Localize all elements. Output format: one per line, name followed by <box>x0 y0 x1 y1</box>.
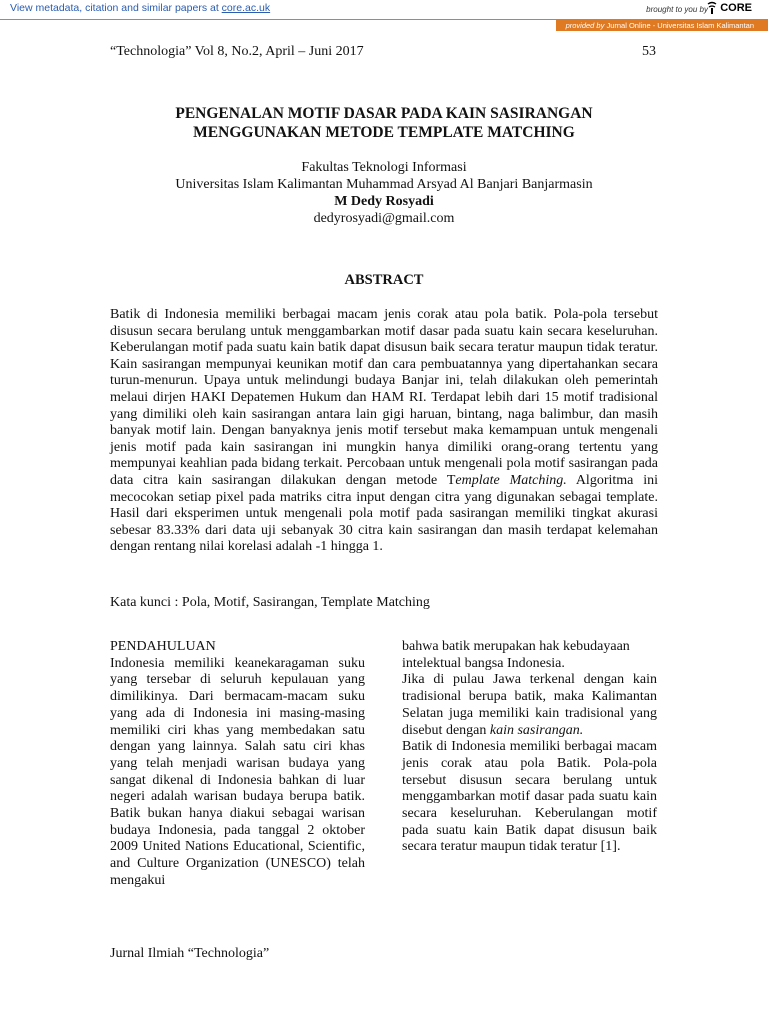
title-line-1: PENGENALAN MOTIF DASAR PADA KAIN SASIRANGAN <box>175 105 593 122</box>
core-logo-text: CORE <box>720 2 752 14</box>
author-name: M Dedy Rosyadi <box>334 194 434 209</box>
brought-to-you-text: brought to you by <box>646 5 708 14</box>
core-logo[interactable] <box>706 1 752 15</box>
core-logo-icon <box>706 1 718 15</box>
university: Universitas Islam Kalimantan Muhammad Arsyad Al Banjari Banjarmasin <box>175 177 593 192</box>
right-paragraph-2 <box>402 672 657 739</box>
left-column <box>110 639 365 890</box>
right-paragraph-2-text: Jika di pulau Jawa terkenal dengan kain tradisional berupa batik, maka Kalimantan Selatan juga memiliki kain tradisional yang disebut dengan <box>402 672 657 738</box>
left-column-text: Indonesia memiliki keanekaragaman suku yang tersebar di seluruh kepulauan yang dimilikinya. Dari bermacam-macam suku yang ada di Indonesia ini masing-masing memiliki ciri khas yang membedakan satu dengan yang lainnya. Salah satu ciri khas yang telah menjadi warisan budaya yang sangat dikenal di Indonesia bahkan di luar negeri adalah warisan budaya berupa batik. Batik bukan hanya diakui sebagai warisan budaya Indonesia, pada tanggal 2 oktober 2009 United Nations Educational, Scientific, and Culture Organization (UNESCO) telah mengakui <box>110 655 365 888</box>
abstract-heading: ABSTRACT <box>344 272 424 288</box>
abstract-text <box>110 307 658 556</box>
journal-citation: “Technologia” Vol 8, No.2, April – Juni 2017 <box>110 44 364 59</box>
section-heading-pendahuluan: PENDAHULUAN <box>110 639 216 654</box>
provider-link[interactable]: Jurnal Online - Universitas Islam Kalimantan <box>606 21 754 30</box>
paper-title <box>80 104 688 142</box>
core-banner <box>0 0 768 20</box>
core-metadata-link[interactable] <box>10 2 270 14</box>
keywords: Kata kunci : Pola, Motif, Sasirangan, Template Matching <box>110 595 430 610</box>
faculty: Fakultas Teknologi Informasi <box>301 160 467 175</box>
affiliation-block <box>60 159 708 227</box>
core-link-site[interactable]: core.ac.uk <box>221 2 271 14</box>
title-line-2: MENGGUNAKAN METODE TEMPLATE MATCHING <box>193 124 575 141</box>
right-column <box>402 639 657 856</box>
abstract-part-2: Algoritma ini mecocokan setiap pixel pada matriks citra input dengan citra yang digunakan sebagai template. Hasil dari eksperimen untuk mengenali pola motif pada sasirangan memiliki tingkat akurasi sebesar 83.33% dari data uji sebanyak 30 citra kain sasirangan dan masih terdapat kelemahan dengan rentang nilai korelasi adalah -1 hingga 1. <box>110 472 658 555</box>
author-email: dedyrosyadi@gmail.com <box>313 211 455 226</box>
abstract-italic: emplate Matching. <box>455 472 567 488</box>
right-paragraph-1: bahwa batik merupakan hak kebudayaan intelektual bangsa Indonesia. <box>402 639 630 671</box>
abstract-part-1: Batik di Indonesia memiliki berbagai macam jenis corak atau pola batik. Pola-pola tersebut disusun secara berulang untuk menggambarkan motif dasar pada suatu kain secara keseluruhan. Keberulangan motif pada suatu kain batik dapat disusun baik secara teratur maupun tidak teratur. Kain sasirangan mempunyai keunikan motif dan cara pembuatannya yang dipertahankan secara turun-menurun. Upaya untuk melindungi budaya Banjar ini, telah dilakukan oleh pemerintah melaui dirjen HAKI Depatemen Hukum dan HAM RI. Terdapat lebih dari 15 motif tradisional yang dimiliki oleh kain sasirangan antara lain gigi haruan, bintang, naga balimbur, dan masih banyak motif lain. Dengan banyaknya jenis motif tersebut maka kemampuan untuk mengenali jenis motif pada kain sasirangan ini mungkin hanya dimiliki orang-orang tertentu yang mempunyai keahlian pada bidang terkait. Percobaan untuk mengenali pola motif sasirangan pada data citra kain sasirangan dilakukan dengan metode T <box>110 307 658 488</box>
page-footer: Jurnal Ilmiah “Technologia” <box>110 946 270 961</box>
provided-by-bar <box>556 20 768 31</box>
page-number: 53 <box>642 44 656 59</box>
provided-by-label: provided by <box>565 21 605 30</box>
core-link-prefix[interactable]: View metadata, citation and similar papers at <box>10 2 222 14</box>
kain-sasirangan-italic: kain sasirangan. <box>489 722 584 738</box>
running-header <box>110 44 656 60</box>
right-paragraph-3: Batik di Indonesia memiliki berbagai macam jenis corak atau pola Batik. Pola-pola tersebut disusun secara berulang untuk menggambarkan motif dasar pada suatu kain secara keseluruhan. Keberulangan motif pada suatu kain Batik dapat disusun baik secara teratur maupun tidak teratur [1]. <box>402 739 657 855</box>
